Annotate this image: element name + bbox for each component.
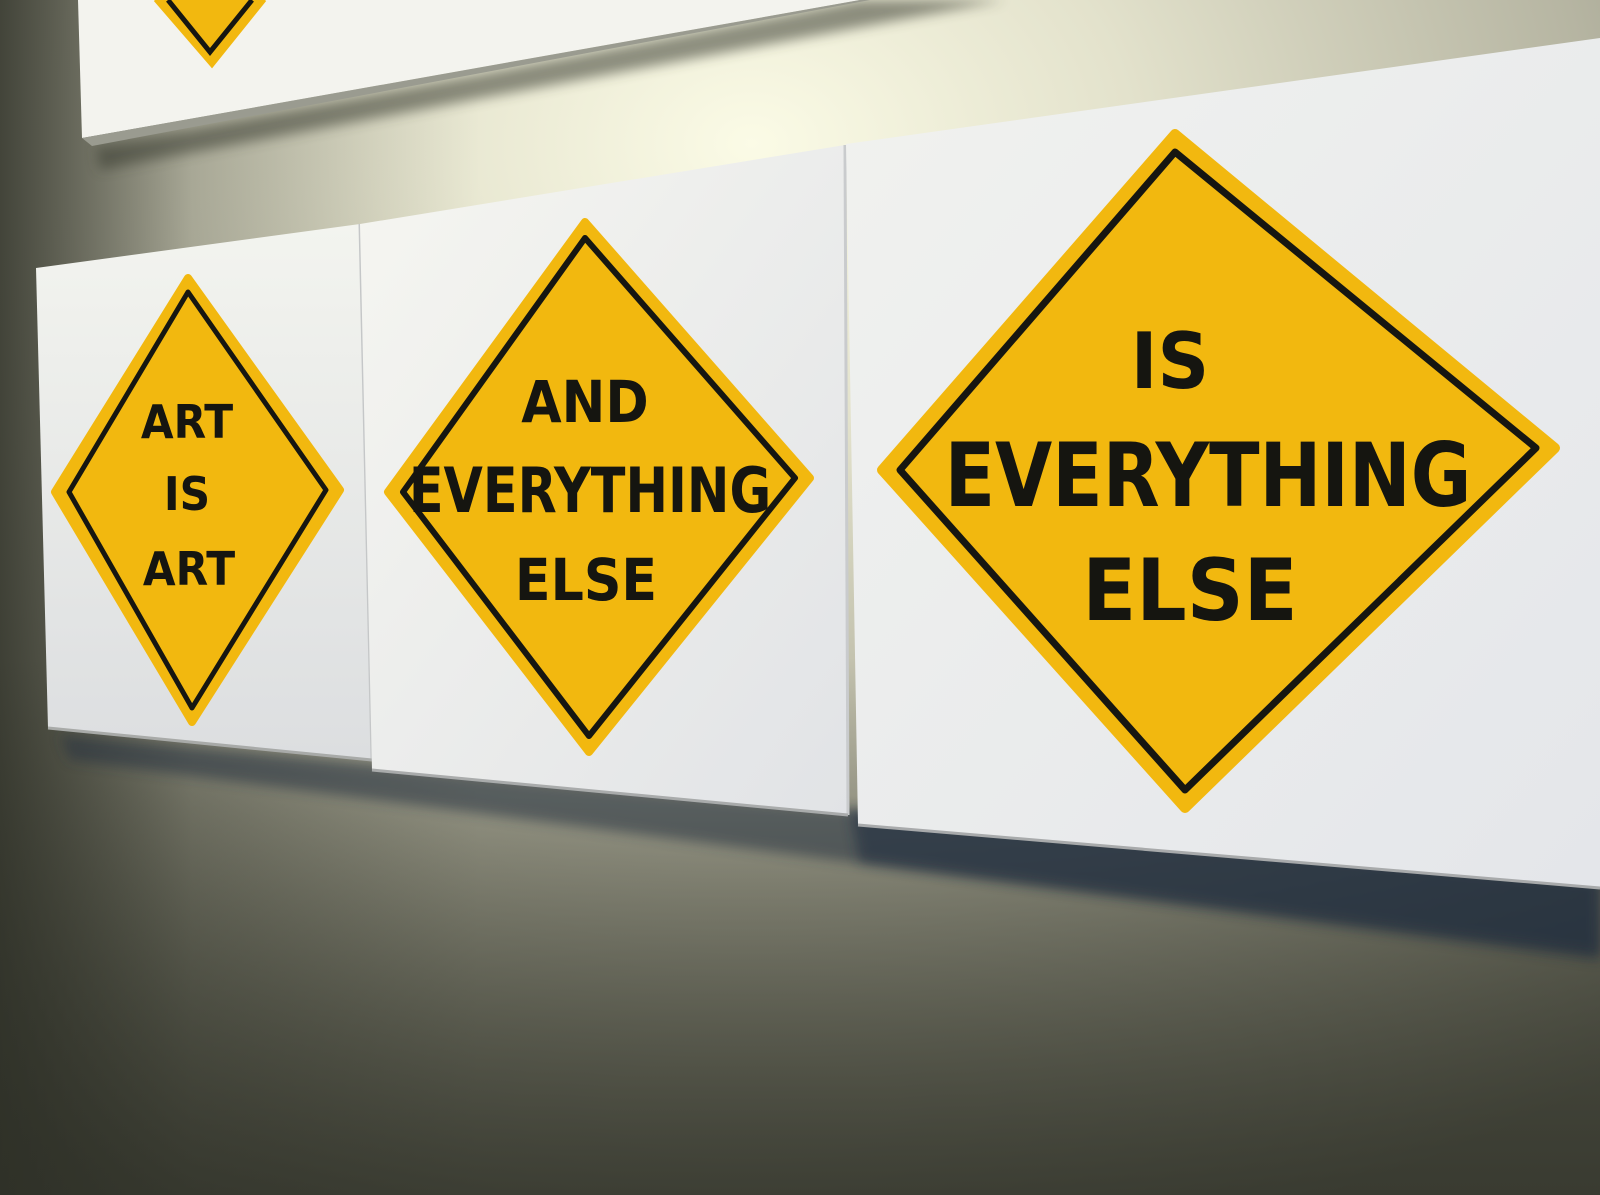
sign-1-line-1: ART (140, 396, 234, 450)
sign-3-line-3: ELSE (1082, 540, 1298, 641)
sign-2-line-2: EVERYTHING (408, 455, 772, 528)
sign-1-line-3: ART (142, 543, 236, 597)
sign-2-line-1: AND (521, 369, 649, 437)
sign-3-line-1: IS (1130, 315, 1210, 407)
sign-1-line-2: IS (163, 468, 211, 522)
sign-3-line-2: EVERYTHING (944, 425, 1472, 528)
sign-2-line-3: ELSE (514, 547, 658, 615)
